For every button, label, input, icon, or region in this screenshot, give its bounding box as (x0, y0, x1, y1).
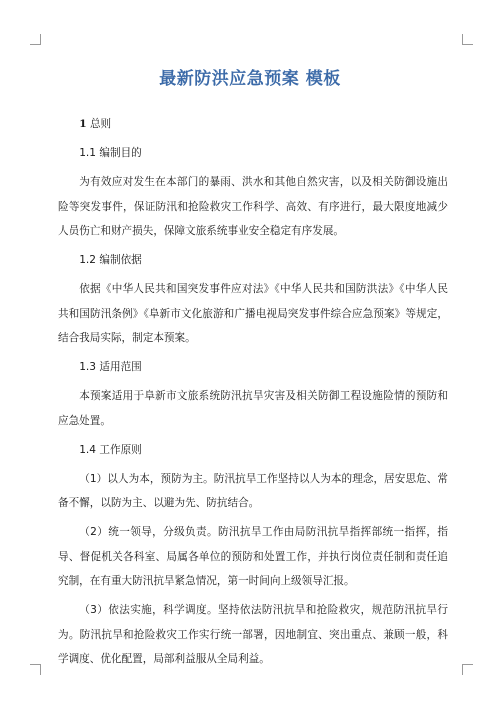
paragraph-1-4-3: （3）依法实施，科学调度。坚持依法防汛抗旱和抢险救灾，规范防汛抗旱行为。防汛抗旱和抢险救灾工作实行统一部署，因地制宜、突出重点、兼顾一般，科学调度、优化配置，局部利益服从全局利益。 (58, 604, 448, 665)
subsection-heading-1-1: 1.1 编制目的 (79, 147, 142, 159)
crop-mark-bottom-right (462, 664, 473, 675)
document-body (58, 112, 448, 672)
paragraph-1-4-1: （1）以人为本，预防为主。防汛抗旱工作坚持以人为本的理念，居安思危、常备不懈，以防为主、以避为先、防抗结合。 (58, 472, 448, 509)
paragraph-1-4-2: （2）统一领导，分级负责。防汛抗旱工作由局防汛抗旱指挥部统一指挥，指导、督促机关各科室、局属各单位的预防和处置工作，并执行岗位责任制和责任追究制，在有重大防汛抗旱紧急情况，第一时间向上级领导汇报。 (58, 526, 448, 587)
crop-mark-bottom-left (30, 664, 41, 675)
paragraph-1-3: 本预案适用于阜新市文旅系统防汛抗旱灾害及相关防御工程设施险情的预防和应急处置。 (58, 390, 448, 427)
crop-mark-top-right (462, 34, 473, 45)
paragraph-1-1: 为有效应对发生在本部门的暴雨、洪水和其他自然灾害，以及相关防御设施出险等突发事件，保证防汛和抢险救灾工作科学、高效、有序进行，最大限度地减少人员伤亡和财产损失，保障文旅系统事业安全稳定有序发展。 (58, 176, 448, 237)
crop-mark-top-left (30, 34, 41, 45)
subsection-heading-1-4: 1.4 工作原则 (79, 443, 142, 456)
section-heading-1: 1 总则 (79, 118, 112, 130)
subsection-heading-1-2: 1.2 编制依据 (79, 254, 142, 266)
document-title: 最新防洪应急预案 模板 (159, 69, 341, 89)
paragraph-1-2: 依据《中华人民共和国突发事件应对法》《中华人民共和国防洪法》《中华人民共和国防汛条例》《阜新市文化旅游和广播电视局突发事件综合应急预案》等规定，结合我局实际，制定本预案。 (58, 283, 448, 344)
subsection-heading-1-3: 1.3 适用范围 (79, 361, 142, 373)
